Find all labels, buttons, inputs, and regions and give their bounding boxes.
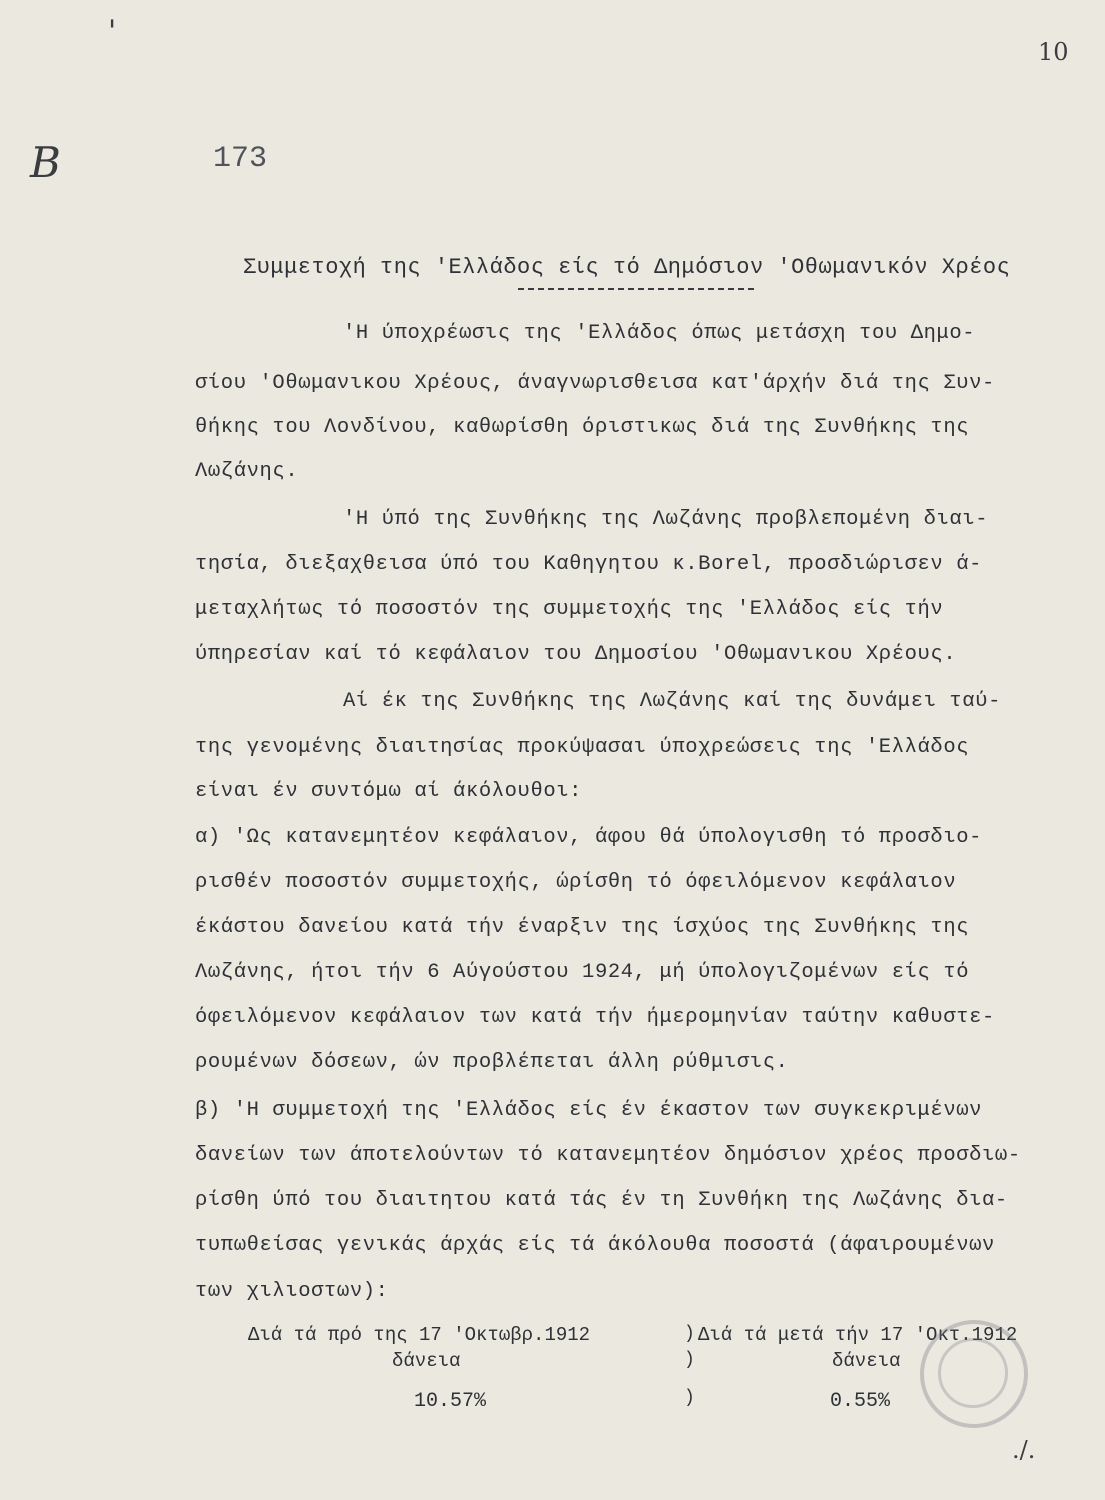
body-line: ρουμένων δόσεων, ών προβλέπεται άλλη ρύθμισις. <box>195 1051 789 1074</box>
body-line: 'Η ύπό της Συνθήκης της Λωζάνης προβλεπομένη διαι- <box>343 508 989 531</box>
page-number: 173 <box>213 142 268 176</box>
table-right-subheader: δάνεια <box>832 1350 901 1372</box>
archive-stamp-icon <box>920 1320 1028 1428</box>
body-line: είναι έν συντόμω αί άκόλουθοι: <box>195 780 583 803</box>
body-line: Λωζάνης. <box>195 460 299 483</box>
table-left-header: Διά τά πρό της 17 'Οκτωβρ.1912 <box>248 1324 591 1346</box>
body-line: τησία, διεξαχθεισα ύπό του Καθηγητου κ.Borel, προσδιώρισεν ά- <box>195 553 983 576</box>
table-right-value: 0.55% <box>830 1390 891 1413</box>
table-separator: ) <box>684 1324 695 1344</box>
table-separator: ) <box>684 1388 695 1408</box>
body-line: ρίσθη ύπό του διαιτητου κατά τάς έν τη Συνθήκη της Λωζάνης δια- <box>195 1189 1008 1212</box>
body-line: σίου 'Οθωμανικου Χρέους, άναγνωρισθεισα κατ'άρχήν διά της Συν- <box>195 372 995 395</box>
body-line: όφειλόμενον κεφάλαιον των κατά τήν ήμερομηνίαν ταύτην καθυστε- <box>195 1006 995 1029</box>
body-line: 'Η ύποχρέωσις της 'Ελλάδος όπως μετάσχη του Δημο- <box>343 322 976 345</box>
document-title: Συμμετοχή της 'Ελλάδος είς τό Δημόσιον 'Οθωμανικόν Χρέος <box>243 255 1011 280</box>
table-left-value: 10.57% <box>414 1390 487 1413</box>
body-line: β) 'Η συμμετοχή της 'Ελλάδος είς έν έκαστον των συγκεκριμένων <box>195 1099 983 1122</box>
body-line: της γενομένης διαιτησίας προκύψασαι ύποχρεώσεις της 'Ελλάδος <box>195 736 970 759</box>
margin-letter: B <box>30 138 61 187</box>
body-line: έκάστου δανείου κατά τήν έναρξιν της ίσχύος της Συνθήκης της <box>195 916 970 939</box>
body-line: ρισθέν ποσοστόν συμμετοχής, ώρίσθη τό όφειλόμενον κεφάλαιον <box>195 871 957 894</box>
body-line: ύπηρεσίαν καί τό κεφάλαιον του Δημοσίου 'Οθωμανικου Χρέους. <box>195 643 957 666</box>
body-line: μεταχλήτως τό ποσοστόν της συμμετοχής της 'Ελλάδος είς τήν <box>195 598 944 621</box>
continuation-mark: ./. <box>1012 1436 1036 1464</box>
margin-tick: ' <box>108 14 117 49</box>
body-line: Αί έκ της Συνθήκης της Λωζάνης καί της δυνάμει ταύ- <box>343 690 1002 713</box>
body-line: τυπωθείσας γενικάς άρχάς είς τά άκόλουθα ποσοστά (άφαιρουμένων <box>195 1234 995 1257</box>
body-line: θήκης του Λονδίνου, καθωρίσθη όριστικως διά της Συνθήκης της <box>195 416 970 439</box>
table-left-subheader: δάνεια <box>392 1350 461 1372</box>
top-right-number: 10 <box>1038 38 1069 66</box>
table-separator: ) <box>684 1350 695 1370</box>
table-right-header: Διά τά μετά τήν 17 'Οκτ.1912 <box>698 1324 1018 1346</box>
body-line: α) 'Ως κατανεμητέον κεφάλαιον, άφου θά ύπολογισθη τό προσδιο- <box>195 826 983 849</box>
body-line: των χιλιοστων): <box>195 1280 389 1303</box>
title-underline <box>518 288 754 290</box>
body-line: Λωζάνης, ήτοι τήν 6 Αύγούστου 1924, μή ύπολογιζομένων είς τό <box>195 961 970 984</box>
body-line: δανείων των άποτελούντων τό κατανεμητέον δημόσιον χρέος προσδιω- <box>195 1144 1021 1167</box>
